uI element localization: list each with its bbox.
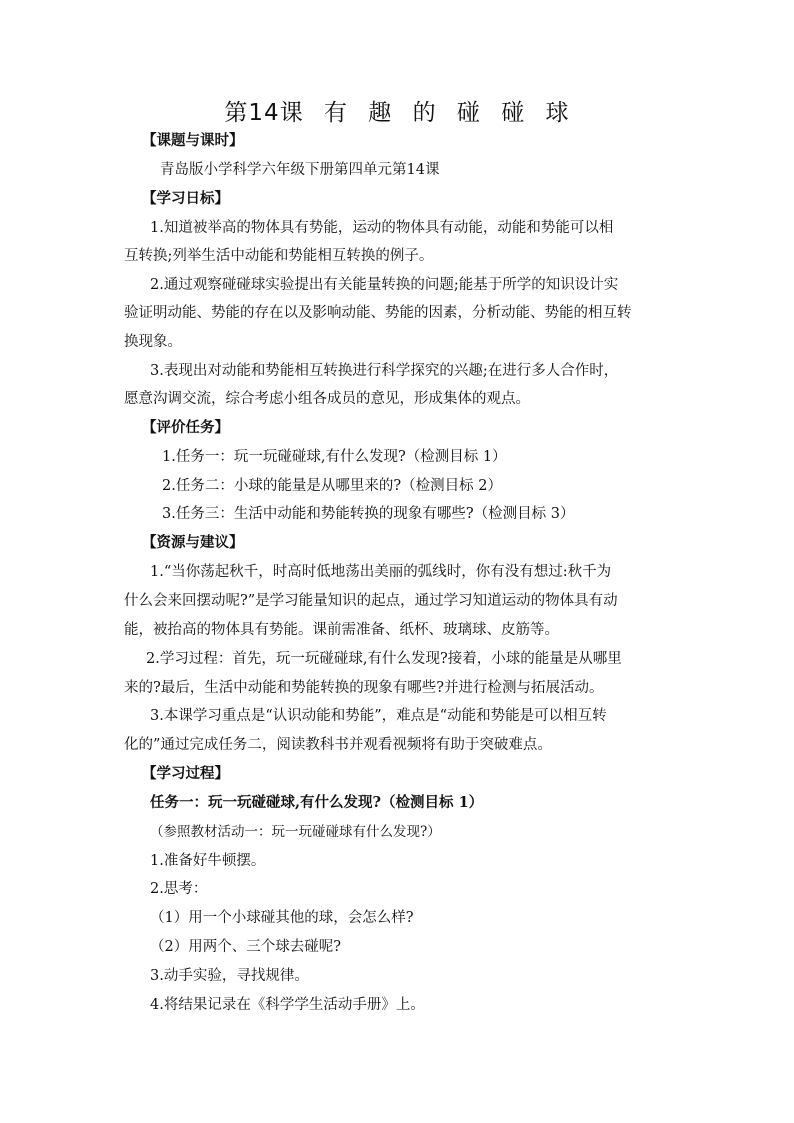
process-reference: （参照教材活动一：玩一玩碰碰球有什么发现?） [150, 824, 441, 840]
step-1: 1.准备好牛顿摆。 [150, 853, 266, 869]
resource-1-line-2: 什么会来回摆动呢?”是学习能量知识的起点，通过学习知道运动的物体具有动 [124, 593, 618, 609]
process-task-1-title: 任务一：玩一玩碰碰球,有什么发现?（检测目标 1） [150, 794, 484, 811]
task-1: 1.任务一：玩一玩碰碰球,有什么发现?（检测目标 1） [162, 449, 507, 465]
objective-1-line-1: 1.知道被举高的物体具有势能，运动的物体具有动能，动能和势能可以相 [150, 220, 614, 236]
step-4: 4.将结果记录在《科学学生活动手册》上。 [150, 997, 425, 1013]
resource-3-line-2: 化的”通过完成任务二，阅读教科书并观看视频将有助于突破难点。 [124, 737, 552, 753]
step-3: 3.动手实验，寻找规律。 [150, 968, 309, 984]
page-title: 第14课 有 趣 的 碰 碰 球 [224, 100, 570, 126]
resource-1-line-3: 能，被抬高的物体具有势能。课前需准备、纸杯、玻璃球、皮筋等。 [124, 622, 559, 638]
resources-heading: 【资源与建议】 [142, 535, 244, 551]
step-2-question-2: （2）用两个、三个球去碰呢? [150, 939, 341, 955]
objectives-heading: 【学习日标】 [142, 191, 229, 207]
resource-2-line-2: 来的?最后，生活中动能和势能转换的现象有哪些?并进行检测与拓展活动。 [124, 680, 604, 696]
objective-2-line-2: 验证明动能、势能的存在以及影响动能、势能的因素，分析动能、势能的相互转 [124, 305, 632, 321]
resource-3-line-1: 3.本课学习重点是“认识动能和势能”，难点是“动能和势能是可以相互转 [150, 708, 607, 724]
objective-1-line-2: 互转换;列举生活中动能和势能相互转换的例子。 [124, 248, 434, 264]
objective-2-line-3: 换现象。 [124, 334, 182, 350]
task-3: 3.任务三：生活中动能和势能转换的现象有哪些?（检测目标 3） [162, 506, 575, 522]
objective-3-line-2: 愿意沟调交流，综合考虑小组各成员的意见，形成集体的观点。 [124, 391, 530, 407]
objective-2-line-1: 2.通过观察碰碰球实验提出有关能量转换的问题;能基于所学的知识设计实 [150, 277, 619, 293]
step-2: 2.思考： [150, 881, 208, 897]
tasks-heading: 【评价任务】 [142, 420, 229, 436]
course-time-heading: 【课题与课时】 [142, 133, 244, 149]
resource-2-line-1: 2.学习过程：首先，玩一玩碰碰球,有什么发现?接着，小球的能量是从哪里 [146, 651, 622, 667]
objective-3-line-1: 3.表现出对动能和势能相互转换进行科学探究的兴趣;在进行多人合作时， [150, 363, 619, 379]
course-time-text: 青岛版小学科学六年级下册第四单元第14课 [160, 162, 440, 178]
resource-1-line-1: 1.“当你荡起秋千，时高时低地荡出美丽的弧线时，你有没有想过:秋千为 [150, 564, 612, 580]
process-heading: 【学习过程】 [142, 766, 229, 782]
step-2-question-1: （1）用一个小球碰其他的球，会怎么样? [150, 910, 414, 926]
task-2: 2.任务二：小球的能量是从哪里来的?（检测目标 2） [162, 478, 502, 494]
